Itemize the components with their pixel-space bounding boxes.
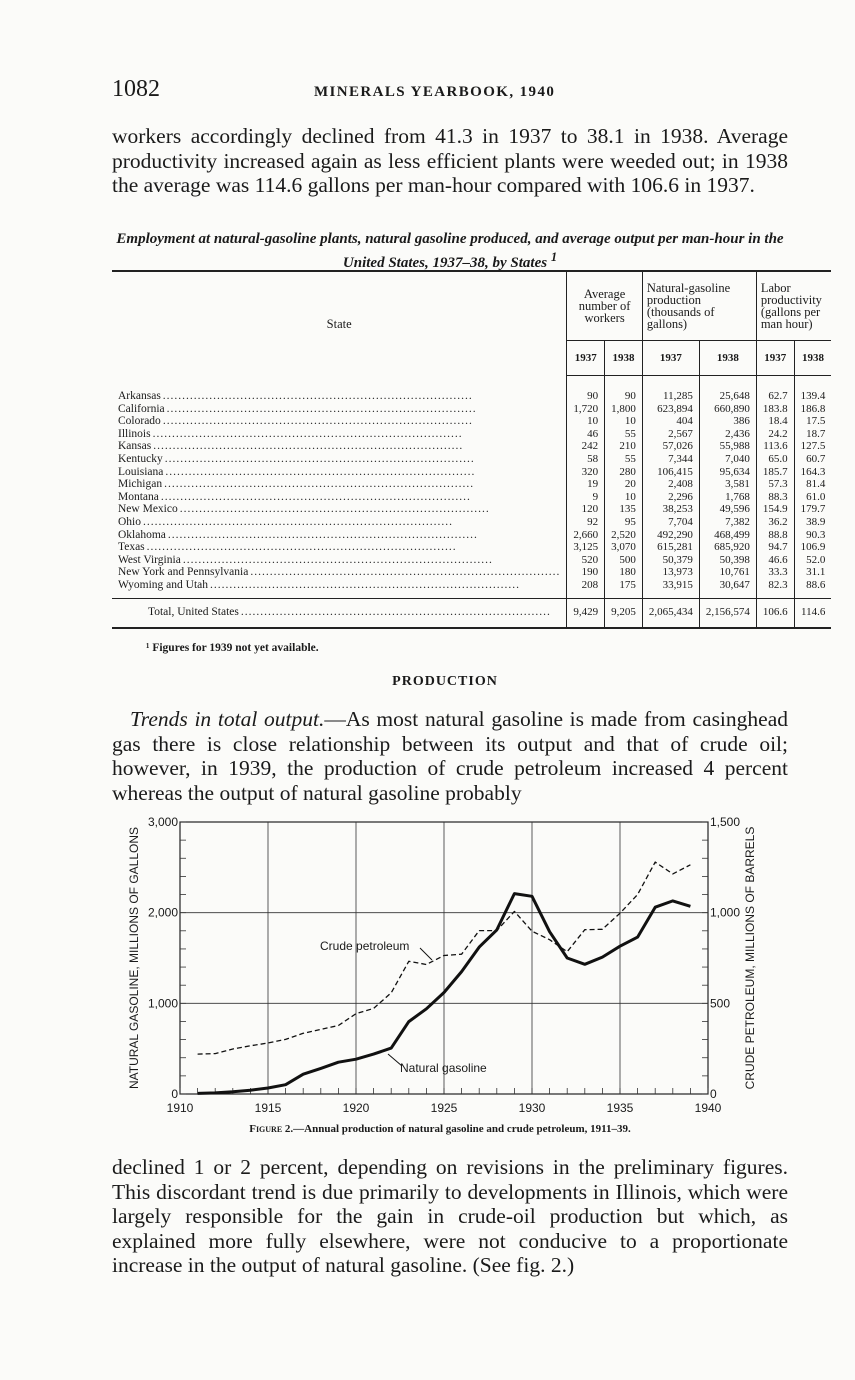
table-cell: 127.5 [794,440,831,453]
table-cell: 11,285 [642,376,699,403]
paragraph-2-text: —As most natural gasoline is made from casinghead gas there is close relationship between its output and that of crude oil; however, in 1939, the production of crude petroleum increased 4 percent whereas the output of natural gasoline probably [112,707,788,805]
table-caption-note: 1 [550,250,558,264]
table-row [112,566,831,579]
paragraph-3: declined 1 or 2 percent, depending on revisions in the preliminary figures. This discordant trend is due primarily to developments in Illinois, which were largely responsible for the gain in crude-oil production but which, as explained more fully elsewhere, were not conducive to a proportionate increase in the output of natural gasoline. (See fig. 2.) [112,1155,788,1277]
figure-caption-text: —Annual production of natural gasoline and crude petroleum, 1911–39. [293,1123,631,1135]
x-tick-label: 1920 [342,1101,370,1115]
y-left-tick-label: 1,000 [147,996,178,1011]
table-cell: 18.4 [756,415,794,428]
state-name: Kentucky ................................................................................ [118,453,475,466]
header-production-1938: 1938 [699,341,756,376]
table-cell: 10 [605,415,643,428]
crude-petroleum-label: Crude petroleum [320,939,410,953]
state-name: Michigan ................................................................................ [118,478,475,491]
page-header [112,76,782,106]
table-cell: 190 [567,566,605,579]
x-tick-label: 1915 [254,1101,282,1115]
table-row [112,529,831,542]
table-cell: 520 [567,554,605,567]
table-caption [112,230,788,272]
table-cell: 1,800 [605,403,643,416]
header-production: Natural-gasoline production (thousands of gallons) [642,271,756,341]
table-cell: 36.2 [756,516,794,529]
table-cell: 46 [567,428,605,441]
table-row [112,541,831,554]
state-name: West Virginia ................................................................................ [118,553,493,566]
state-name: Louisiana ................................................................................ [118,465,476,478]
table-cell: 280 [605,466,643,479]
table-cell: 94.7 [756,541,794,554]
table-cell: 685,920 [699,541,756,554]
table-cell: 20 [605,478,643,491]
total-cell: 106.6 [756,598,794,628]
table-cell: 24.2 [756,428,794,441]
section-title: PRODUCTION [392,674,498,689]
y-right-tick-label: 500 [710,996,731,1011]
x-tick-label: 1930 [518,1101,546,1115]
table-cell: 106.9 [794,541,831,554]
table-cell: 62.7 [756,376,794,403]
table-cell: 7,344 [642,453,699,466]
table-cell: 52.0 [794,554,831,567]
header-productivity: Labor productivity (gallons per man hour) [756,271,831,341]
running-title: MINERALS YEARBOOK, 1940 [314,84,556,100]
table-cell: 57,026 [642,440,699,453]
table-cell: 1,768 [699,491,756,504]
table-cell: 55 [605,428,643,441]
table-row [112,466,831,479]
table-cell: 2,296 [642,491,699,504]
table-cell: 17.5 [794,415,831,428]
paragraph-2-lead: Trends in total output. [130,707,325,731]
table-cell: 320 [567,466,605,479]
table-cell: 492,290 [642,529,699,542]
total-cell: 9,205 [605,598,643,628]
table-cell: 7,704 [642,516,699,529]
table-total-row [112,598,831,628]
table-cell: 50,379 [642,554,699,567]
page-number: 1082 [112,76,160,102]
table-cell: 60.7 [794,453,831,466]
paragraph-1: workers accordingly declined from 41.3 in 1937 to 38.1 in 1938. Average productivity increased again as less efficient plants were weeded out; in 1938 the average was 114.6 gallons per man-hour compared with 106.6 in 1937. [112,124,788,197]
table-row [112,503,831,516]
figure-caption-label: Figure 2. [249,1123,294,1135]
production-chart [120,810,770,1120]
table-cell: 242 [567,440,605,453]
table-cell: 2,408 [642,478,699,491]
header-workers-1938: 1938 [605,341,643,376]
table-cell: 18.7 [794,428,831,441]
table-cell: 139.4 [794,376,831,403]
table-cell: 92 [567,516,605,529]
y-left-tick-label: 3,000 [147,815,178,829]
header-productivity-1937: 1937 [756,341,794,376]
table-cell: 13,973 [642,566,699,579]
state-name: New York and Pennsylvania ................................................................................ [118,566,561,579]
table-cell: 49,596 [699,503,756,516]
table-cell: 1,720 [567,403,605,416]
total-cell: 114.6 [794,598,831,628]
table-row [112,453,831,466]
table-cell: 50,398 [699,554,756,567]
header-production-1937: 1937 [642,341,699,376]
table-row [112,491,831,504]
table-cell: 2,520 [605,529,643,542]
table-cell: 88.8 [756,529,794,542]
y-left-axis-label: NATURAL GASOLINE, MILLIONS OF GALLONS [127,826,141,1090]
natural-gasoline-label: Natural gasoline [400,1061,487,1075]
table-cell: 180 [605,566,643,579]
table-cell: 2,436 [699,428,756,441]
table-cell: 106,415 [642,466,699,479]
header-productivity-1938: 1938 [794,341,831,376]
table-cell: 468,499 [699,529,756,542]
table-cell: 38,253 [642,503,699,516]
table-cell: 623,894 [642,403,699,416]
table-footnote: ¹ Figures for 1939 not yet available. [146,642,319,654]
table-cell: 2,660 [567,529,605,542]
table-cell: 2,567 [642,428,699,441]
table-cell: 3,581 [699,478,756,491]
state-name: Montana ................................................................................ [118,490,471,503]
table-row [112,415,831,428]
table-row [112,579,831,598]
table-cell: 95 [605,516,643,529]
table-row [112,376,831,403]
table-cell: 615,281 [642,541,699,554]
total-cell: 2,065,434 [642,598,699,628]
table-cell: 57.3 [756,478,794,491]
table-cell: 10 [605,491,643,504]
figure-2 [120,810,770,1120]
table-row [112,516,831,529]
table-cell: 3,070 [605,541,643,554]
table-cell: 81.4 [794,478,831,491]
table-cell: 90.3 [794,529,831,542]
table-cell: 113.6 [756,440,794,453]
table-cell: 186.8 [794,403,831,416]
table-cell: 61.0 [794,491,831,504]
table-row [112,428,831,441]
table-cell: 660,890 [699,403,756,416]
state-name: California ................................................................................ [118,402,477,415]
table-cell: 3,125 [567,541,605,554]
table-cell: 500 [605,554,643,567]
state-name: Ohio ................................................................................ [118,515,453,528]
x-tick-label: 1940 [694,1101,722,1115]
y-right-axis-label: CRUDE PETROLEUM, MILLIONS OF BARRELS [743,826,757,1090]
header-workers-1937: 1937 [567,341,605,376]
table-cell: 82.3 [756,579,794,598]
y-left-tick-label: 0 [171,1087,178,1101]
total-cell: 9,429 [567,598,605,628]
state-name: Texas ................................................................................ [118,541,457,554]
table-cell: 7,040 [699,453,756,466]
table-cell: 30,647 [699,579,756,598]
table-cell: 154.9 [756,503,794,516]
table-cell: 55 [605,453,643,466]
table-cell: 120 [567,503,605,516]
table-cell: 33,915 [642,579,699,598]
total-cell: 2,156,574 [699,598,756,628]
total-label: Total, United States ................................................................................ [112,598,567,628]
table-cell: 31.1 [794,566,831,579]
table-cell: 55,988 [699,440,756,453]
table-cell: 19 [567,478,605,491]
state-name: Colorado ................................................................................ [118,415,473,428]
y-right-tick-label: 0 [710,1087,717,1101]
state-name: Oklahoma ................................................................................ [118,528,478,541]
table-cell: 58 [567,453,605,466]
employment-table [112,270,831,629]
table-cell: 33.3 [756,566,794,579]
table-cell: 404 [642,415,699,428]
state-name: Kansas ................................................................................ [118,440,464,453]
table-cell: 65.0 [756,453,794,466]
table-cell: 7,382 [699,516,756,529]
table-row [112,478,831,491]
x-tick-label: 1935 [606,1101,634,1115]
state-name: New Mexico ................................................................................ [118,503,490,516]
table-cell: 10,761 [699,566,756,579]
x-tick-label: 1925 [430,1101,458,1115]
state-name: Arkansas ................................................................................ [118,389,473,402]
table-cell: 90 [567,376,605,403]
table-row [112,440,831,453]
table-row [112,554,831,567]
table-cell: 185.7 [756,466,794,479]
state-name: Wyoming and Utah ................................................................................ [118,578,521,591]
table-cell: 210 [605,440,643,453]
table-cell: 38.9 [794,516,831,529]
figure-caption [0,1123,855,1135]
natural-gasoline-leader [388,1054,402,1066]
table-caption-text: Employment at natural-gasoline plants, natural gasoline produced, and average output per man-hour in the United States, 1937–38, by States [116,231,784,271]
crude-petroleum-leader [420,948,432,960]
header-state: State [112,271,567,376]
table-cell: 25,648 [699,376,756,403]
y-left-tick-label: 2,000 [147,905,178,920]
table-cell: 88.3 [756,491,794,504]
y-right-tick-label: 1,500 [710,815,741,829]
table-cell: 164.3 [794,466,831,479]
table-cell: 46.6 [756,554,794,567]
table-cell: 135 [605,503,643,516]
header-workers: Average number of workers [567,271,643,341]
table-cell: 183.8 [756,403,794,416]
x-tick-label: 1910 [166,1101,194,1115]
paragraph-2 [112,707,788,805]
table-cell: 386 [699,415,756,428]
table-cell: 90 [605,376,643,403]
table-cell: 208 [567,579,605,598]
y-right-tick-label: 1,000 [710,905,741,920]
state-name: Illinois ................................................................................ [118,427,463,440]
table-cell: 9 [567,491,605,504]
table-cell: 95,634 [699,466,756,479]
table-row [112,403,831,416]
table-cell: 179.7 [794,503,831,516]
table-cell: 175 [605,579,643,598]
table-cell: 10 [567,415,605,428]
table-cell: 88.6 [794,579,831,598]
